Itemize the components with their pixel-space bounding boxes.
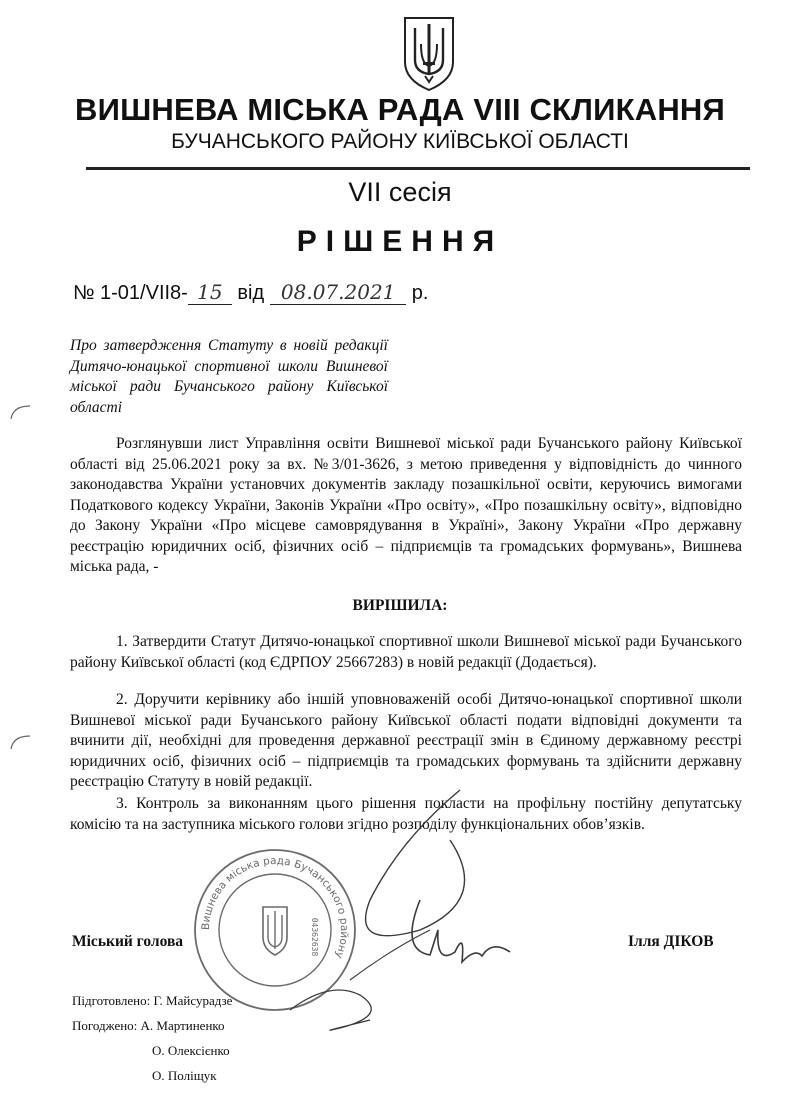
stamp-code: 04362638 <box>310 917 319 957</box>
district-subtitle: БУЧАНСЬКОГО РАЙОНУ КИЇВСЬКОЇ ОБЛАСТІ <box>171 130 629 153</box>
handwritten-signature <box>250 780 580 1040</box>
header-divider <box>86 167 750 170</box>
punch-hole-mark <box>8 732 34 752</box>
resolution-item-3: 3. Контроль за виконанням цього рішення покласти на профільну постійну депутатську комісію та на заступника міського голови згідно розподілу функціональних обов’язків. <box>70 795 742 833</box>
handwritten-date: 08.07.2021 <box>270 280 406 305</box>
decision-subject: Про затвердження Статуту в новій редакції Дитячо-юнацької спортивної школи Вишневої міської ради Бучанського району Київської області <box>70 337 388 416</box>
resolution-item-2: 2. Доручити керівнику або іншій уповноваженій особі Дитячо-юнацької спортивної школи Вишневої міської ради Бучанського району Київської області подати відповідні документи та вчинити дії, необхідні для проведення державної реєстрації змін в Єдиному державному реєстрі юридичних осіб, фізичних осіб – підприємців та громадських формувань та здійснити державну реєстрацію Статуту в новій редакції. <box>70 691 742 790</box>
decision-title: РІШЕННЯ <box>296 225 504 258</box>
resolution-item-1: 1. Затвердити Статут Дитячо-юнацької спортивної школи Вишневої міської ради Бучанського району Київської області (код ЄДРПОУ 25667283) в новій редакції (Додається). <box>70 633 742 671</box>
mayor-name: Ілля ДІКОВ <box>628 933 714 950</box>
year-suffix: р. <box>411 282 429 304</box>
prepared-by: Підготовлено: Г. Майсурадзе <box>72 993 233 1008</box>
handwritten-number: 15 <box>188 280 232 305</box>
mayor-title: Міський голова <box>72 933 184 950</box>
session-label: VII сесія <box>348 177 452 207</box>
tryzub-icon <box>399 14 459 94</box>
number-prefix: № 1-01/VIІ8- <box>73 282 188 304</box>
date-from-label: від <box>237 282 265 304</box>
council-title: ВИШНЕВА МІСЬКА РАДА VIII СКЛИКАННЯ <box>75 92 725 127</box>
preamble-paragraph: Розглянувши лист Управління освіти Вишневої міської ради Бучанського району Київської області від 25.06.2021 року за вх. №3/01-3626, з метою приведення у відповідність до чинного законодавства України установчих документів закладу позашкільної освіти, керуючись вимогами Податкового кодексу України, Законів України «Про освіту», «Про позашкільну освіту», відповідно до Закону України «Про місцеве самоврядування в Україні», Закону України «Про державну реєстрацію юридичних осіб, фізичних осіб – підприємців та громадських формувань», Вишнева міська рада, - <box>70 435 742 575</box>
punch-hole-mark <box>8 402 34 422</box>
resolved-heading: ВИРІШИЛА: <box>352 597 448 614</box>
decision-number-line <box>73 280 428 305</box>
stamp-ring-text: Вишнева міська рада Бучанського району <box>199 854 351 961</box>
agreed-by-3: О. Поліщук <box>152 1068 217 1083</box>
agreed-by-2: О. Олексієнко <box>152 1043 230 1058</box>
agreed-by: Погоджено: А. Мартиненко <box>72 1018 225 1033</box>
